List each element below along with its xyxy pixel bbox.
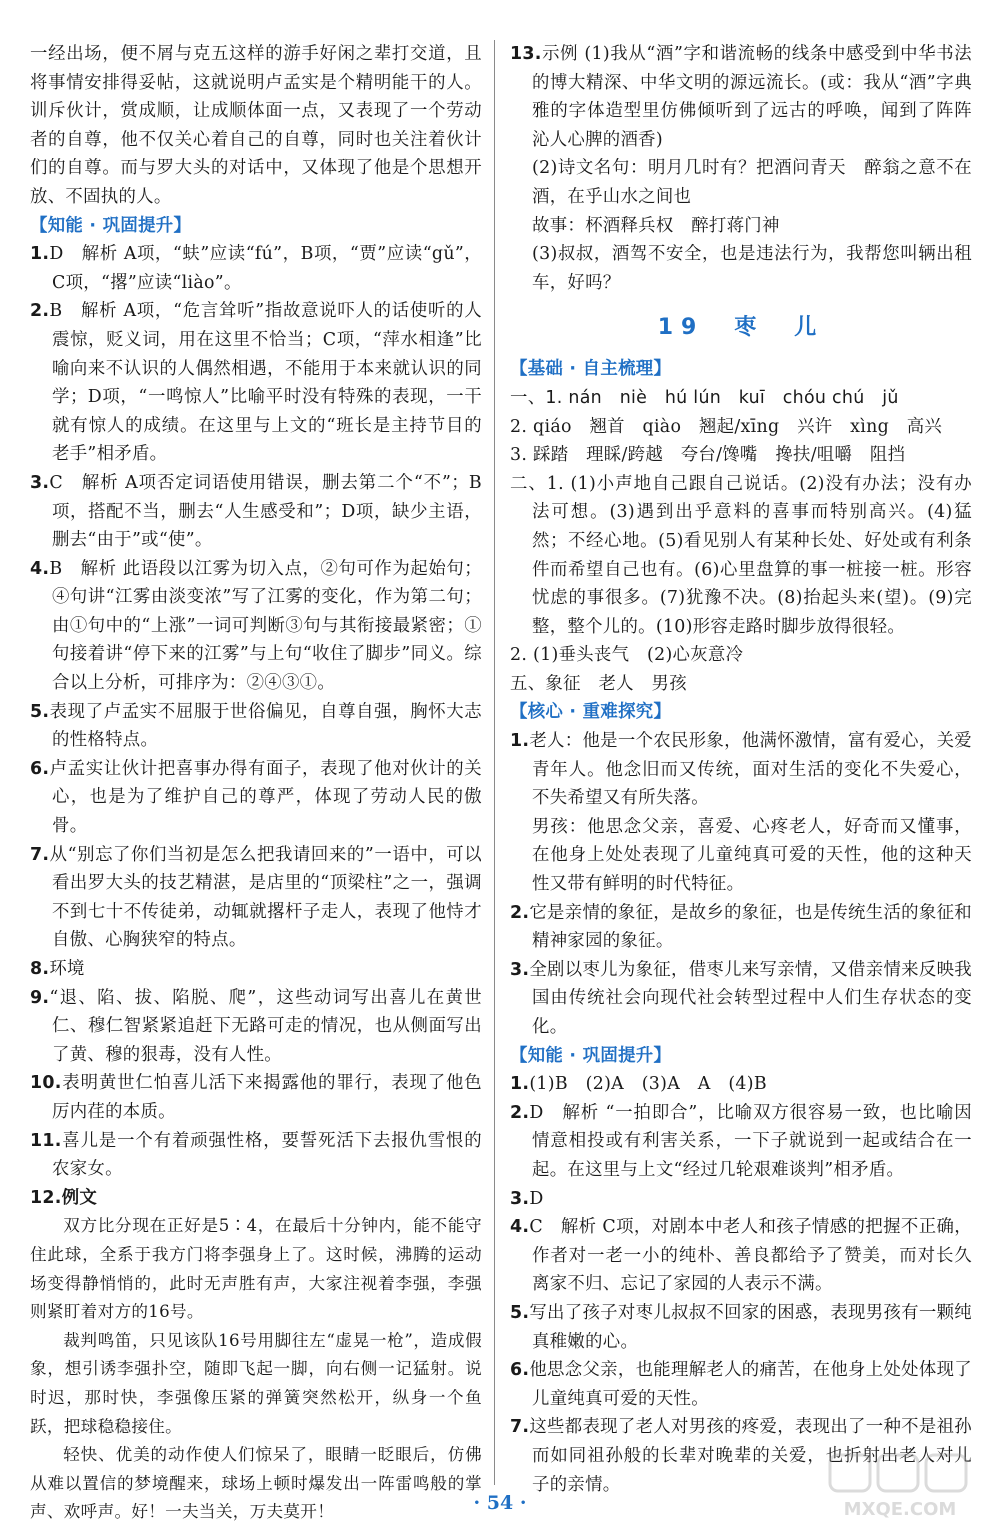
basic-line: 2. qiáo 翘首 qiào 翘起/xīng 兴许 xìng 高兴 <box>510 416 943 437</box>
answer-item: 6.他思念父亲，也能理解老人的痛苦，在他身上处处体现了儿童纯真可爱的天性。 <box>510 1360 972 1409</box>
answer-item: 7.从“别忘了你们当初是怎么把我请回来的”一语中，可以看出罗大头的技艺精湛，是店里的“顶梁柱”之一，强调不到七十不传徒弟，动辄就撂杆子走人，表现了他恃才自傲、心胸狭窄的特点。 <box>30 844 482 951</box>
answer-item: 2.D 解析 “一拍即合”，比喻双方很容易一致，也比喻因情意相投或有利害关系，一下子就说到一起或结合在一起。在这里与上文“经过几轮艰难谈判”相矛盾。 <box>510 1102 972 1180</box>
answer-item: 5.表现了卢孟实不屈服于世俗偏见，自尊自强，胸怀大志的性格特点。 <box>30 701 482 751</box>
answer-subitem: (2)诗文名句：明月几时有？把酒问青天 醉翁之意不在酒，在乎山水之间也 <box>532 158 972 207</box>
answer-item: 3.D <box>510 1188 544 1209</box>
answer-item: 10.表明黄世仁怕喜儿活下来揭露他的罪行，表现了他色厉内荏的本质。 <box>30 1073 482 1122</box>
answer-item: 3.全剧以枣儿为象征，借枣儿来写亲情，又借亲情来反映我国由传统社会向现代社会转型过程中人们生存状态的变化。 <box>510 959 972 1037</box>
answer-item: 4.B 解析 此语段以江雾为切入点，②句可作为起始句；④句讲“江雾由淡变浓”写了江雾的变化，作为第二句；由①句中的“上涨”一词可判断③句与其衔接最紧密；①句接着讲“停下来的江雾”与上句“收住了脚步”同义。综合以上分析，可排序为：②④③①。 <box>30 558 482 694</box>
essay-paragraph: 裁判鸣笛，只见该队16号用脚往左“虚晃一枪”，造成假象，想引诱李强扑空，随即飞起一脚，向右侧一记猛射。说时迟，那时快，李强像压紧的弹簧突然松开，纵身一个鱼跃，把球稳稳接住。 <box>30 1330 482 1436</box>
basic-line: 二、1. (1)小声地自己跟自己说话。(2)没有办法；没有办法可想。(3)遇到出乎意料的喜事而特别高兴。(4)猛然；不经心地。(5)看见别人有某种长处、好处或有利条件而希望自己也有。(6)心里盘算的事一桩接一桩。形容忧虑的事很多。(7)犹豫不决。(8)抬起头来(望)。(9)完整，整个儿的。(10)形容走路时脚步放得很轻。 <box>510 473 972 637</box>
answer-item: 8.环境 <box>30 959 85 979</box>
answer-subitem: 故事：杯酒释兵权 醉打蒋门神 <box>532 215 780 236</box>
section-heading-basic: 【基础 · 自主梳理】 <box>510 359 672 380</box>
basic-line: 3. 踩踏 理睬/跨越 夸台/馋嘴 搀扶/咀嚼 阻挡 <box>510 445 906 466</box>
left-column <box>30 40 482 1527</box>
answer-item: 3.C 解析 A项否定词语使用错误，删去第二个“不”；B项，搭配不当，删去“人生感受和”；D项，缺少主语，删去“由于”或“使”。 <box>30 472 482 551</box>
answer-item: 7.这些都表现了老人对男孩的疼爱，表现出了一种不是祖孙而如同祖孙般的长辈对晚辈的关爱，也折射出老人对儿子的亲情。 <box>510 1417 972 1495</box>
essay-paragraph: 双方比分现在正好是5∶4，在最后十分钟内，能不能守住此球，全系于我方门将李强身上了。这时候，沸腾的运动场变得静悄悄的，此时无声胜有声，大家注视着李强，李强则紧盯着对方的16号。 <box>30 1216 482 1322</box>
answer-item: 1.D 解析 A项，“蚨”应读“fú”，B项，“贾”应读“gǔ”，C项，“撂”应读“liào”。 <box>30 244 482 293</box>
answer-item: 4.C 解析 C项，对剧本中老人和孩子情感的把握不正确，作者对一老一小的纯朴、善良都给予了赞美，而对长久离家不归、忘记了家园的人表示不满。 <box>510 1217 972 1295</box>
answer-item: 12.例文 <box>30 1187 98 1208</box>
answer-item: 1.老人：他是一个农民形象，他满怀激情，富有爱心，关爱青年人。他念旧而又传统，面对生活的变化不失爱心，不失希望又有所失落。 <box>510 731 972 809</box>
answer-subitem: (3)叔叔，酒驾不安全，也是违法行为，我帮您叫辆出租车，好吗？ <box>532 244 972 293</box>
column-divider <box>494 40 495 1485</box>
basic-line: 五、象征 老人 男孩 <box>510 673 687 694</box>
svg-text:MXQE.COM: MXQE.COM <box>843 1499 957 1520</box>
basic-line: 一、1. nán niè hú lún kuī chóu chú jǔ <box>510 387 899 408</box>
answer-item: 5.写出了孩子对枣儿叔叔不回家的困惑，表现男孩有一颗纯真稚嫩的心。 <box>510 1302 972 1352</box>
page-number: · 54 · <box>473 1492 527 1514</box>
section-heading-skill: 【知能 · 巩固提升】 <box>510 1045 672 1066</box>
intro-paragraph: 一经出场，便不屑与克五这样的游手好闲之辈打交道，且将事情安排得妥帖，这就说明卢孟实是个精明能干的人。训斥伙计，赏成顺，让成顺体面一点，又表现了一个劳动者的自尊，他不仅关心着自己的自尊，同时也关注着伙计们的自尊。而与罗大头的对话中，又体现了他是个思想开放、不固执的人。 <box>30 44 482 207</box>
answer-item: 11.喜儿是一个有着顽强性格，要誓死活下去报仇雪恨的农家女。 <box>30 1130 482 1180</box>
answer-item: 6.卢孟实让伙计把喜事办得有面子，表现了他对伙计的关心，也是为了维护自己的尊严，体现了劳动人民的傲骨。 <box>30 758 482 837</box>
watermark-logo <box>826 1451 986 1523</box>
right-column <box>510 40 972 1499</box>
answer-item: 9.“退、陷、拔、陷脱、爬”，这些动词写出喜儿在黄世仁、穆仁智紧紧追赶下无路可走的情况，也从侧面写出了黄、穆的狠毒，没有人性。 <box>30 987 482 1065</box>
basic-line: 2. (1)垂头丧气 (2)心灰意冷 <box>510 645 744 666</box>
essay-paragraph: 轻快、优美的动作使人们惊呆了，眼睛一眨眼后，仿佛从难以置信的梦境醒来，球场上顿时爆发出一阵雷鸣般的掌声、欢呼声。好！一夫当关，万夫莫开！ <box>30 1445 482 1522</box>
section-heading-core: 【核心 · 重难探究】 <box>510 702 672 723</box>
answer-subitem: 男孩：他思念父亲，喜爱、心疼老人，好奇而又懂事，在他身上处处表现了儿童纯真可爱的天性，他的这种天性又带有鲜明的时代特征。 <box>532 816 972 895</box>
answer-item: 13.示例 (1)我从“酒”字和谐流畅的线条中感受到中华书法的博大精深、中华文明的源远流长。(或：我从“酒”字典雅的字体造型里仿佛倾听到了远古的呼唤，闻到了阵阵沁人心脾的酒香) <box>510 44 972 150</box>
answer-item: 2.它是亲情的象征，是故乡的象征，也是传统生活的象征和精神家园的象征。 <box>510 902 972 952</box>
chapter-title: 19 枣 儿 <box>657 315 825 341</box>
answer-item: 1.(1)B (2)A (3)A A (4)B <box>510 1074 767 1095</box>
answer-item: 2.B 解析 A项，“危言耸听”指故意说吓人的话使听的人震惊，贬义词，用在这里不恰当；C项，“萍水相逢”比喻向来不认识的人偶然相遇，不能用于本来就认识的同学；D项，“一鸣惊人”比喻平时没有特殊的表现，一干就有惊人的成绩。在这里与上文的“班长是主持节目的老手”相矛盾。 <box>30 301 482 465</box>
section-heading-skill: 【知能 · 巩固提升】 <box>30 215 192 236</box>
